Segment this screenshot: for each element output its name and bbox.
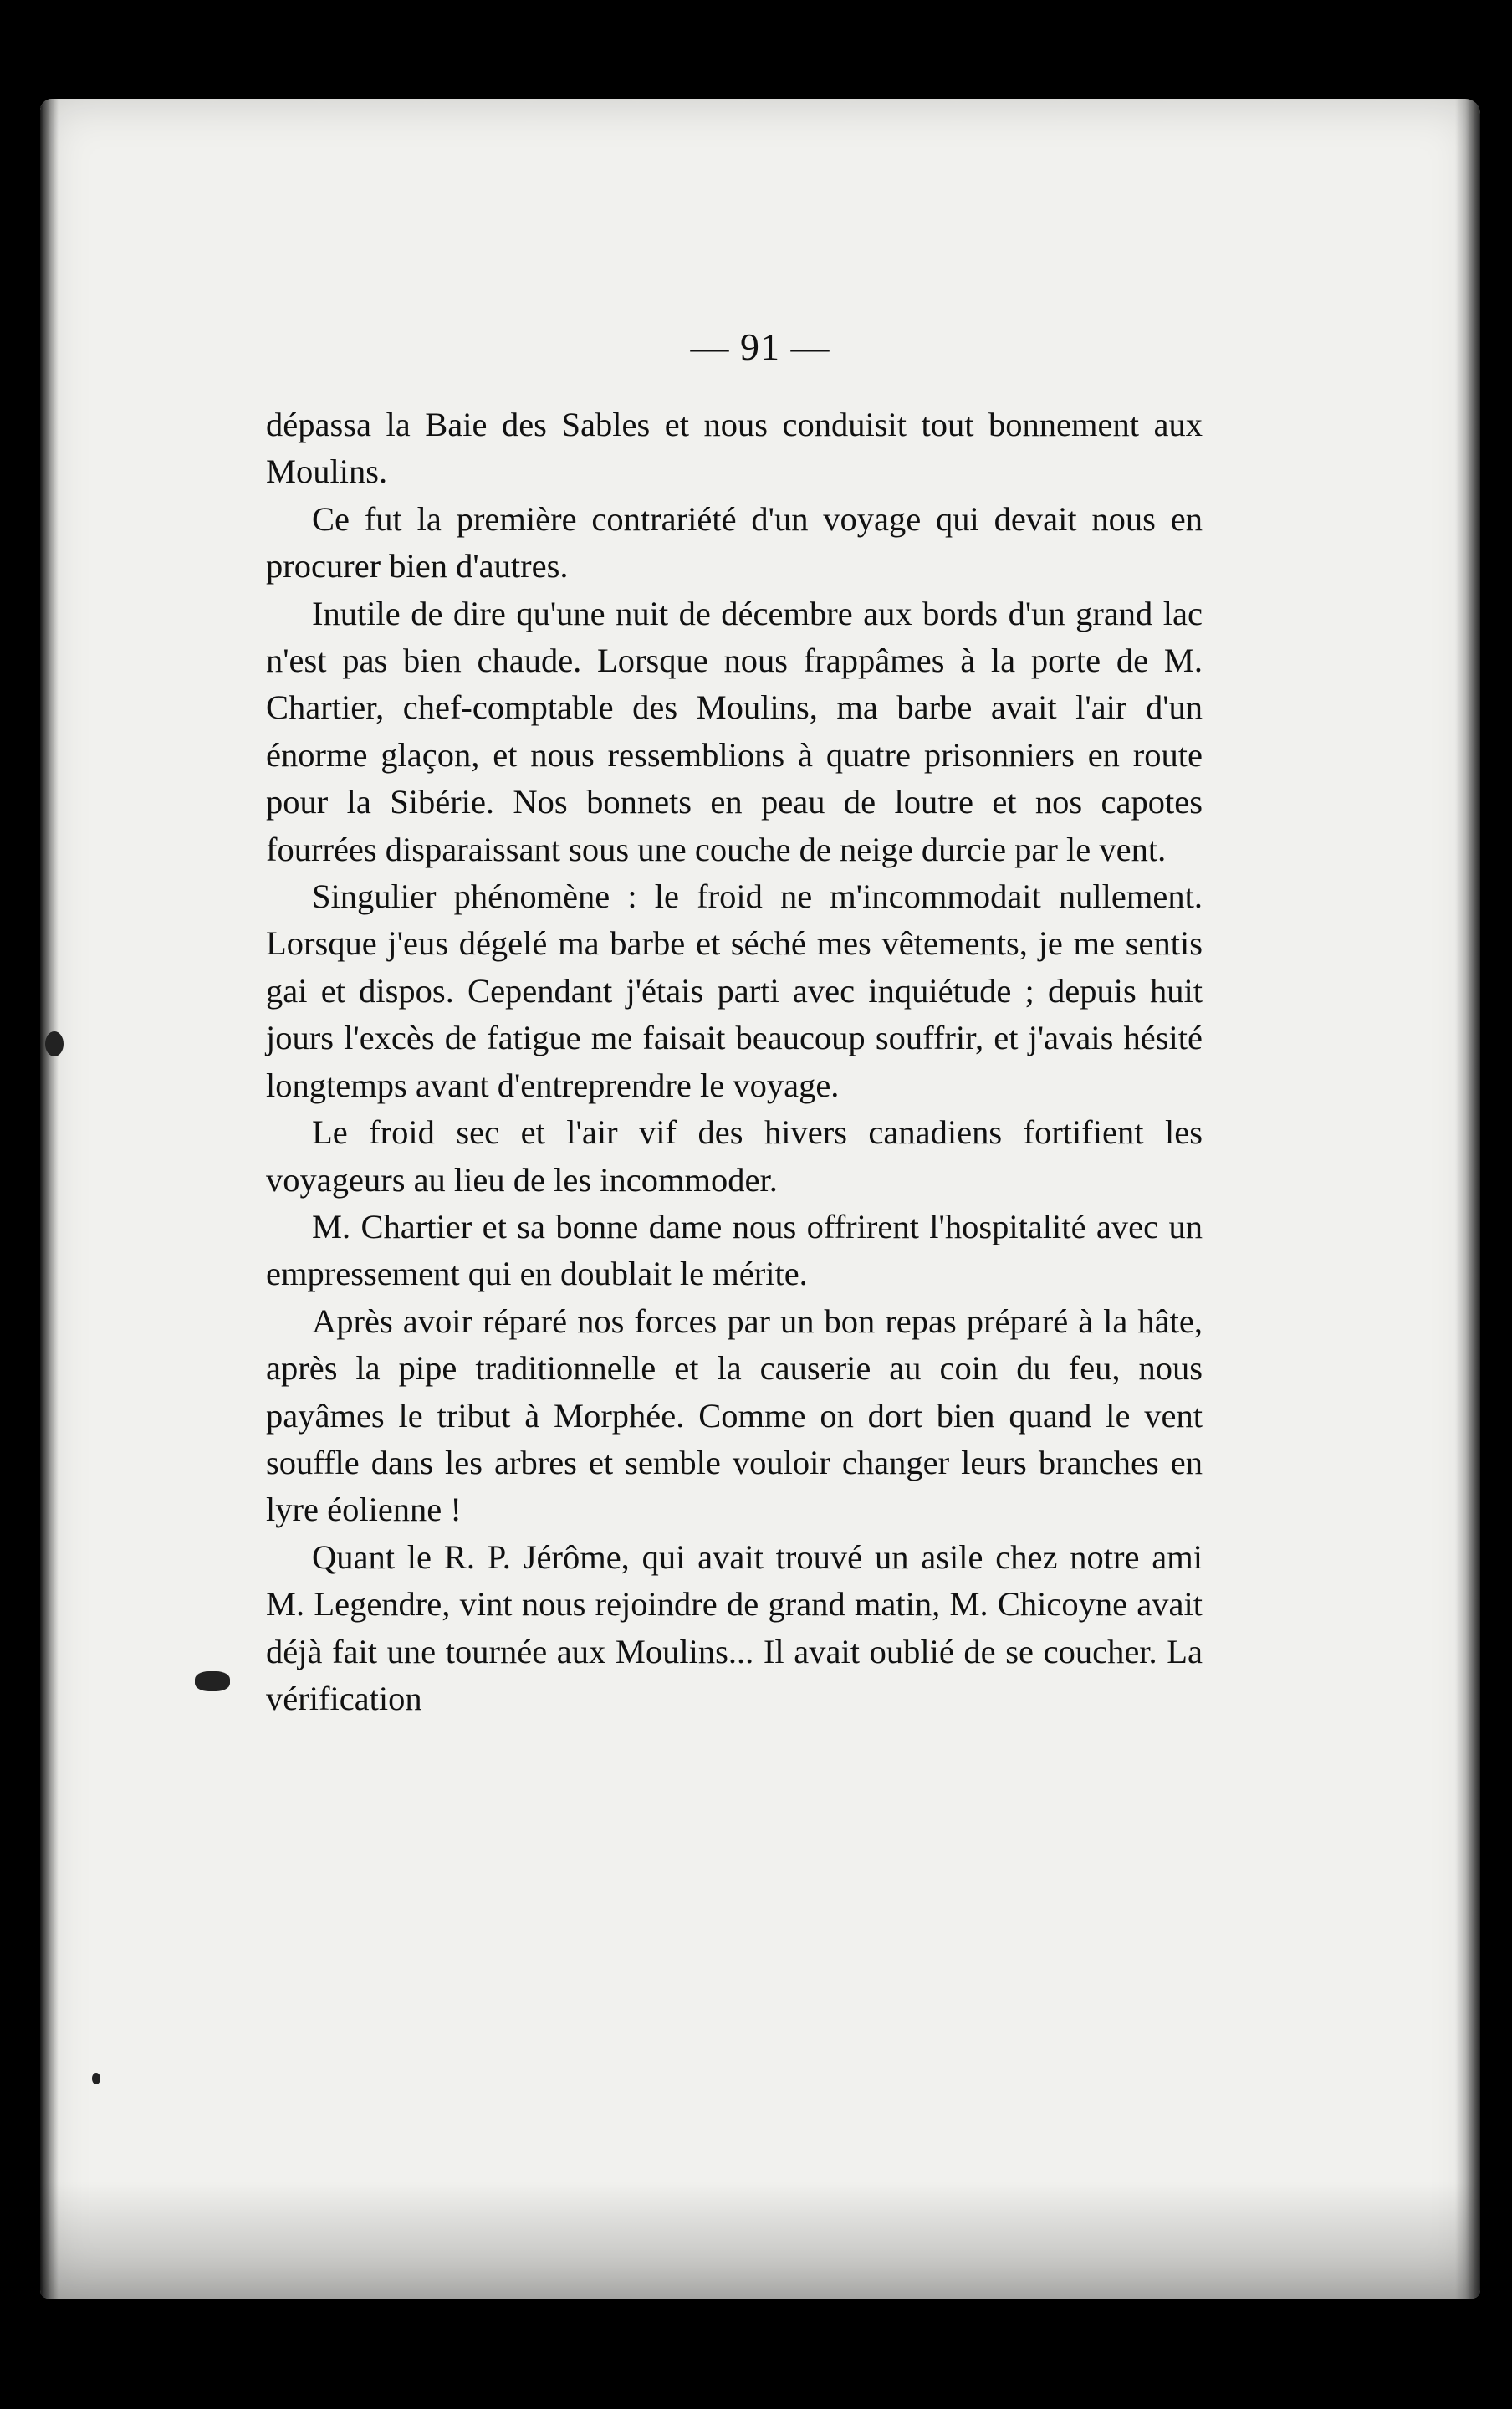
page-bottom-shadow [40,2181,1480,2299]
ink-speck [45,1031,64,1056]
paragraph: Après avoir réparé nos forces par un bon repas préparé à la hâte, après la pipe traditionnelle et la causerie au coin du feu, nous payâmes le tribut à Morphée. Comme on dort bien quand le vent souffle dans les arbres et semble vouloir changer leurs branches en lyre éolienne ! [266,1302,1203,1529]
paragraph: Le froid sec et l'air vif des hivers canadiens fortifient les voyageurs au lieu de les incommoder. [266,1113,1203,1199]
page-body [266,402,1203,1722]
page-number: — 91 — [690,325,830,368]
ink-speck [195,1671,230,1691]
paragraph: Ce fut la première contrariété d'un voyage qui devait nous en procurer bien d'autres. [266,499,1203,586]
paragraph: M. Chartier et sa bonne dame nous offrirent l'hospitalité avec un empressement qui en doublait le mérite. [266,1207,1203,1293]
paragraph: Inutile de dire qu'une nuit de décembre aux bords d'un grand lac n'est pas bien chaude. Lorsque nous frappâmes à la porte de M. Chartier, chef-comptable des Moulins, ma barbe avait l'air d'un énorme glaçon, et nous ressemblions à quatre prisonniers en route pour la Sibérie. Nos bonnets en peau de loutre et nos capotes fourrées disparaissant sous une couche de neige durcie par le vent. [266,594,1203,868]
paragraph: dépassa la Baie des Sables et nous conduisit tout bonnement aux Moulins. [266,406,1203,491]
paragraph: Quant le R. P. Jérôme, qui avait trouvé un asile chez notre ami M. Legendre, vint nous rejoindre de grand matin, M. Chicoyne avait déjà fait une tournée aux Moulins... Il avait oublié de se coucher. La vérification [266,1537,1203,1717]
ink-speck [92,2073,100,2084]
book-page [40,99,1480,2299]
paragraph: Singulier phénomène : le froid ne m'incommodait nullement. Lorsque j'eus dégelé ma barbe et séché mes vêtements, je me sentis gai et dispos. Cependant j'étais parti avec inquiétude ; depuis huit jours l'excès de fatigue me faisait beaucoup souffrir, et j'avais hésité longtemps avant d'entreprendre le voyage. [266,877,1203,1104]
